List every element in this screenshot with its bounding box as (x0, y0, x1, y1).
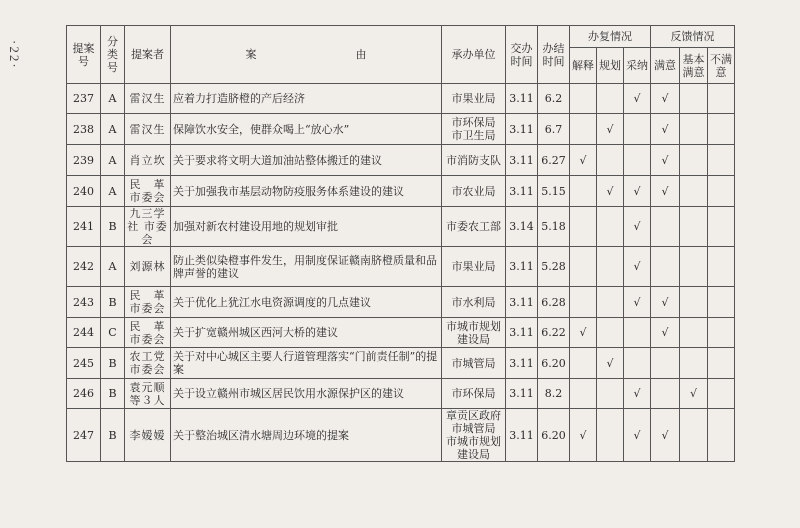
plan-check (597, 379, 624, 409)
proposer-cell: 农工党 市委会 (125, 348, 171, 379)
plan-check (597, 207, 624, 247)
adopt-check (624, 318, 651, 348)
table-row (67, 247, 735, 287)
page-number: ·22· (7, 40, 22, 70)
table-row (67, 379, 735, 409)
unit-cell (442, 84, 506, 114)
reason-cell: 关于扩宽赣州城区西河大桥的建议 (171, 318, 442, 348)
adopt-check: √ (624, 84, 651, 114)
header-reason: 案 由 (171, 26, 442, 84)
unsatisfied-check (708, 114, 735, 145)
close-date-cell: 6.2 (538, 84, 570, 114)
category-cell: B (101, 379, 125, 409)
plan-check (597, 145, 624, 176)
adopt-check: √ (624, 176, 651, 207)
adopt-check: √ (624, 247, 651, 287)
header-basic-satisfied: 基本满意 (680, 48, 708, 84)
table-header (67, 26, 735, 84)
proposal-id: 246 (67, 379, 101, 409)
proposal-id: 239 (67, 145, 101, 176)
table-row (67, 176, 735, 207)
adopt-check (624, 348, 651, 379)
unsatisfied-check (708, 318, 735, 348)
basic-satisfied-check (680, 247, 708, 287)
satisfied-check: √ (651, 145, 680, 176)
unit-cell (442, 379, 506, 409)
proposer-cell: 袁元顺 等３人 (125, 379, 171, 409)
unsatisfied-check (708, 348, 735, 379)
unsatisfied-check (708, 207, 735, 247)
unit-line: 市卫生局 (451, 129, 496, 142)
proposer-cell: 九三学社 市委会 (125, 207, 171, 247)
unit-cell (442, 348, 506, 379)
unit-line: 市城管局 (451, 356, 496, 370)
header-proposer: 提案者 (125, 26, 171, 84)
explain-check: √ (570, 409, 597, 462)
proposal-table (66, 25, 735, 462)
close-date-cell: 6.28 (538, 287, 570, 318)
assign-date-cell: 3.11 (506, 145, 538, 176)
header-plan: 规划 (597, 48, 624, 84)
proposal-id: 240 (67, 176, 101, 207)
unit-line: 市城市规划 (446, 319, 501, 333)
header-unsatisfied: 不满意 (708, 48, 735, 84)
adopt-check: √ (624, 287, 651, 318)
satisfied-check: √ (651, 287, 680, 318)
explain-check (570, 114, 597, 145)
header-adopt: 采纳 (624, 48, 651, 84)
explain-check: √ (570, 145, 597, 176)
basic-satisfied-check (680, 287, 708, 318)
header-id: 提案号 (67, 26, 101, 84)
plan-check: √ (597, 348, 624, 379)
header-satisfied: 满意 (651, 48, 680, 84)
basic-satisfied-check (680, 348, 708, 379)
satisfied-check (651, 247, 680, 287)
close-date-cell: 5.18 (538, 207, 570, 247)
unit-line: 市水利局 (451, 295, 496, 309)
close-date-cell: 6.20 (538, 409, 570, 462)
unit-line: 市环保局 (451, 116, 496, 129)
assign-date-cell: 3.11 (506, 379, 538, 409)
assign-date-cell: 3.11 (506, 247, 538, 287)
category-cell: B (101, 287, 125, 318)
unsatisfied-check (708, 379, 735, 409)
category-cell: A (101, 247, 125, 287)
plan-check (597, 247, 624, 287)
table-row (67, 84, 735, 114)
unsatisfied-check (708, 287, 735, 318)
header-close-date: 办结时间 (538, 26, 570, 84)
reason-cell: 关于加强我市基层动物防疫服务体系建设的建议 (171, 176, 442, 207)
close-date-cell: 8.2 (538, 379, 570, 409)
basic-satisfied-check (680, 409, 708, 462)
unsatisfied-check (708, 84, 735, 114)
plan-check (597, 84, 624, 114)
table-row (67, 114, 735, 145)
assign-date-cell: 3.11 (506, 318, 538, 348)
unsatisfied-check (708, 145, 735, 176)
explain-check: √ (570, 318, 597, 348)
unit-line: 市农业局 (451, 184, 496, 198)
explain-check (570, 247, 597, 287)
unit-line: 章贡区政府 (446, 409, 501, 422)
plan-check (597, 287, 624, 318)
satisfied-check (651, 379, 680, 409)
plan-check: √ (597, 114, 624, 145)
explain-check (570, 287, 597, 318)
proposal-id: 242 (67, 247, 101, 287)
close-date-cell: 6.7 (538, 114, 570, 145)
proposer-cell: 刘源林 (125, 247, 171, 287)
unit-cell (442, 409, 506, 462)
category-cell: B (101, 409, 125, 462)
unsatisfied-check (708, 409, 735, 462)
reason-cell: 关于整治城区清水塘周边环境的提案 (171, 409, 442, 462)
unit-line: 市果业局 (451, 92, 496, 105)
unit-line: 市消防支队 (446, 153, 501, 167)
reason-cell: 关于要求将文明大道加油站整体搬迁的建议 (171, 145, 442, 176)
close-date-cell: 6.20 (538, 348, 570, 379)
table-body (67, 84, 735, 462)
basic-satisfied-check (680, 145, 708, 176)
close-date-cell: 6.27 (538, 145, 570, 176)
basic-satisfied-check: √ (680, 379, 708, 409)
unit-line: 市委农工部 (446, 220, 501, 233)
adopt-check (624, 114, 651, 145)
satisfied-check (651, 207, 680, 247)
reason-cell: 防止类似染橙事件发生，用制度保证赣南脐橙质量和品牌声誉的建议 (171, 247, 442, 287)
satisfied-check: √ (651, 114, 680, 145)
assign-date-cell: 3.11 (506, 409, 538, 462)
plan-check (597, 318, 624, 348)
proposer-cell: 雷汉生 (125, 114, 171, 145)
unit-line: 市果业局 (451, 260, 496, 273)
adopt-check: √ (624, 207, 651, 247)
proposer-cell: 民 革 市委会 (125, 287, 171, 318)
proposer-cell: 肖立坎 (125, 145, 171, 176)
assign-date-cell: 3.11 (506, 84, 538, 114)
proposal-id: 237 (67, 84, 101, 114)
table-row (67, 145, 735, 176)
proposal-id: 244 (67, 318, 101, 348)
header-feedback-group: 反馈情况 (651, 26, 735, 48)
table-row (67, 207, 735, 247)
close-date-cell: 5.15 (538, 176, 570, 207)
proposer-cell: 雷汉生 (125, 84, 171, 114)
close-date-cell: 6.22 (538, 318, 570, 348)
basic-satisfied-check (680, 114, 708, 145)
table-row (67, 287, 735, 318)
reason-cell: 应着力打造脐橙的产后经济 (171, 84, 442, 114)
unit-line: 市城市规划建设局 (446, 435, 501, 461)
reason-cell: 关于优化上犹江水电资源调度的几点建议 (171, 287, 442, 318)
proposer-cell: 民 革 市委会 (125, 176, 171, 207)
basic-satisfied-check (680, 207, 708, 247)
category-cell: A (101, 114, 125, 145)
header-explain: 解释 (570, 48, 597, 84)
unsatisfied-check (708, 176, 735, 207)
assign-date-cell: 3.14 (506, 207, 538, 247)
explain-check (570, 348, 597, 379)
unit-cell (442, 287, 506, 318)
assign-date-cell: 3.11 (506, 348, 538, 379)
reason-cell: 保障饮水安全，使群众喝上“放心水” (171, 114, 442, 145)
reason-cell: 关于对中心城区主要人行道管理落实“门前责任制”的提案 (171, 348, 442, 379)
unit-line: 市环保局 (451, 387, 496, 400)
basic-satisfied-check (680, 318, 708, 348)
proposal-id: 247 (67, 409, 101, 462)
proposer-cell: 民 革 市委会 (125, 318, 171, 348)
assign-date-cell: 3.11 (506, 114, 538, 145)
unit-cell (442, 145, 506, 176)
plan-check (597, 409, 624, 462)
category-cell: B (101, 207, 125, 247)
category-cell: A (101, 84, 125, 114)
basic-satisfied-check (680, 176, 708, 207)
unit-cell (442, 318, 506, 348)
adopt-check: √ (624, 379, 651, 409)
category-cell: B (101, 348, 125, 379)
header-assign-date: 交办时间 (506, 26, 538, 84)
adopt-check (624, 145, 651, 176)
header-unit: 承办单位 (442, 26, 506, 84)
proposal-id: 245 (67, 348, 101, 379)
table-row (67, 348, 735, 379)
proposal-id: 241 (67, 207, 101, 247)
satisfied-check: √ (651, 176, 680, 207)
assign-date-cell: 3.11 (506, 287, 538, 318)
basic-satisfied-check (680, 84, 708, 114)
unit-line: 建设局 (457, 332, 490, 346)
unsatisfied-check (708, 247, 735, 287)
category-cell: C (101, 318, 125, 348)
satisfied-check (651, 348, 680, 379)
proposal-id: 238 (67, 114, 101, 145)
explain-check (570, 379, 597, 409)
satisfied-check: √ (651, 409, 680, 462)
close-date-cell: 5.28 (538, 247, 570, 287)
reason-cell: 关于设立赣州市城区居民饮用水源保护区的建议 (171, 379, 442, 409)
satisfied-check: √ (651, 84, 680, 114)
table-row (67, 409, 735, 462)
explain-check (570, 207, 597, 247)
satisfied-check: √ (651, 318, 680, 348)
table-row (67, 318, 735, 348)
header-reply-group: 办复情况 (570, 26, 651, 48)
header-category: 分类号 (101, 26, 125, 84)
unit-cell (442, 207, 506, 247)
reason-cell: 加强对新农村建设用地的规划审批 (171, 207, 442, 247)
category-cell: A (101, 176, 125, 207)
plan-check: √ (597, 176, 624, 207)
adopt-check: √ (624, 409, 651, 462)
explain-check (570, 84, 597, 114)
proposal-id: 243 (67, 287, 101, 318)
unit-cell (442, 176, 506, 207)
unit-cell (442, 247, 506, 287)
unit-line: 市城管局 (451, 422, 496, 435)
explain-check (570, 176, 597, 207)
proposer-cell: 李嫒嫒 (125, 409, 171, 462)
category-cell: A (101, 145, 125, 176)
assign-date-cell: 3.11 (506, 176, 538, 207)
unit-cell (442, 114, 506, 145)
